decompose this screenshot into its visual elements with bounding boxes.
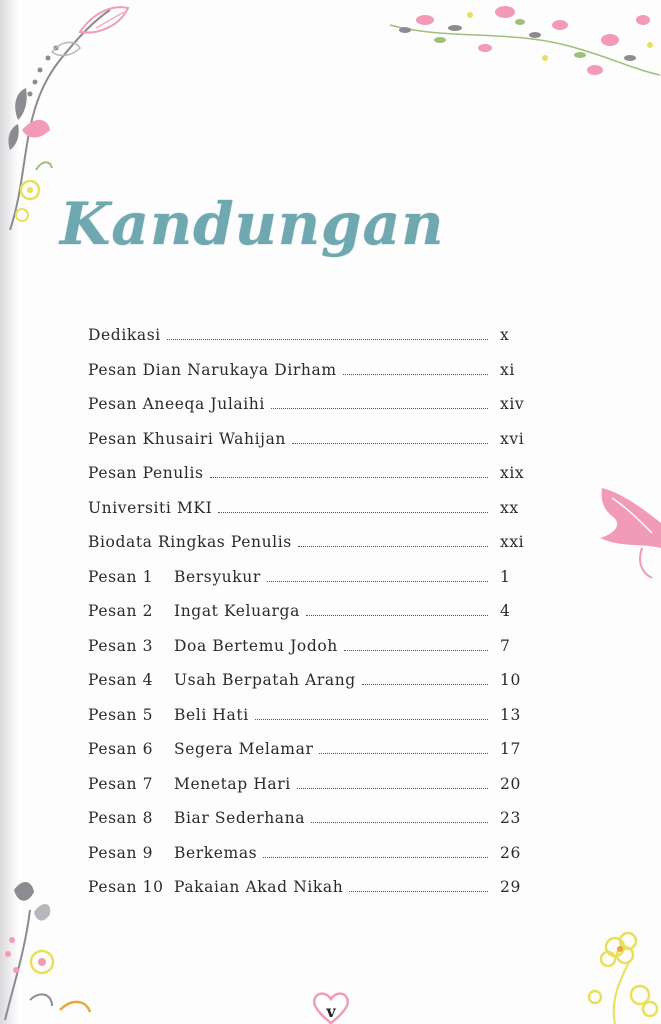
toc-page-number: xx <box>500 498 519 517</box>
toc-page-number: 23 <box>500 809 521 827</box>
toc-entry-title: Menetap Hari <box>174 774 291 793</box>
toc-chapter-label: Pesan 8 <box>88 809 154 827</box>
toc-row-chapter <box>88 844 538 879</box>
dot-leader <box>292 443 488 444</box>
dot-leader <box>298 546 488 547</box>
toc-row-chapter <box>88 671 538 706</box>
toc-row-chapter <box>88 809 538 844</box>
floral-decoration-top-right <box>385 0 661 90</box>
toc-page-number: 26 <box>500 843 521 862</box>
toc-entry-title: Pesan Dian Narukaya Dirham <box>88 360 337 379</box>
toc-row-chapter <box>88 602 538 637</box>
dot-leader <box>311 822 488 823</box>
dot-leader <box>271 408 488 409</box>
toc-page-number: xiv <box>500 395 525 413</box>
toc-page-number: 20 <box>500 774 521 793</box>
toc-page-number: 10 <box>500 671 521 689</box>
toc-row-front-matter <box>88 464 538 499</box>
toc-chapter-label: Pesan 4 <box>88 671 154 689</box>
toc-row-chapter <box>88 568 538 603</box>
toc-entry-title: Berkemas <box>174 843 258 862</box>
toc-chapter-label: Pesan 7 <box>88 774 154 793</box>
toc-page-number: xi <box>500 360 515 379</box>
toc-row-front-matter <box>88 361 538 396</box>
toc-row-chapter <box>88 637 538 672</box>
toc-chapter-label: Pesan 6 <box>88 740 154 758</box>
toc-entry-title: Universiti MKI <box>88 498 213 517</box>
toc-entry-title: Biar Sederhana <box>174 809 306 827</box>
toc-page-number: x <box>500 326 510 344</box>
toc-row-front-matter <box>88 533 538 568</box>
toc-chapter-label: Pesan 10 <box>88 878 164 896</box>
table-of-contents <box>88 326 538 913</box>
dot-leader <box>267 581 488 582</box>
page-folio <box>311 990 351 1024</box>
dot-leader <box>210 477 488 478</box>
toc-entry-title: Usah Berpatah Arang <box>174 671 356 689</box>
floral-decoration-right <box>592 478 661 583</box>
toc-row-chapter <box>88 740 538 775</box>
toc-page-number: 4 <box>500 602 511 620</box>
toc-page-number: xxi <box>500 533 525 551</box>
toc-chapter-label: Pesan 2 <box>88 602 154 620</box>
toc-entry-title: Dedikasi <box>88 326 161 344</box>
toc-entry-title: Bersyukur <box>174 567 261 586</box>
toc-entry-title: Pesan Penulis <box>88 464 204 482</box>
toc-row-chapter <box>88 878 538 913</box>
toc-page-number: 17 <box>500 740 521 758</box>
toc-page-number: xvi <box>500 429 525 448</box>
toc-entry-title: Pesan Aneeqa Julaihi <box>88 395 265 413</box>
toc-entry-title: Ingat Keluarga <box>174 602 300 620</box>
toc-page-number: 29 <box>500 878 521 896</box>
page-title: Kandungan <box>60 190 445 258</box>
toc-entry-title: Pakaian Akad Nikah <box>174 878 344 896</box>
toc-entry-title: Beli Hati <box>174 705 249 724</box>
toc-page-number: 7 <box>500 636 511 655</box>
dot-leader <box>297 788 488 789</box>
toc-page-number: 1 <box>500 567 511 586</box>
dot-leader <box>319 753 488 754</box>
dot-leader <box>343 374 488 375</box>
dot-leader <box>263 857 488 858</box>
toc-entry-title: Doa Bertemu Jodoh <box>174 636 338 655</box>
toc-entry-title: Segera Melamar <box>174 740 314 758</box>
toc-chapter-label: Pesan 9 <box>88 843 154 862</box>
dot-leader <box>218 512 488 513</box>
dot-leader <box>255 719 488 720</box>
dot-leader <box>349 891 488 892</box>
page-number: v <box>326 1002 336 1021</box>
toc-row-front-matter <box>88 430 538 465</box>
toc-row-chapter <box>88 775 538 810</box>
toc-row-front-matter <box>88 395 538 430</box>
dot-leader <box>344 650 488 651</box>
dot-leader <box>167 339 488 340</box>
dot-leader <box>306 615 488 616</box>
floral-decoration-bottom-right <box>570 925 661 1024</box>
toc-row-front-matter <box>88 499 538 534</box>
toc-entry-title: Biodata Ringkas Penulis <box>88 533 292 551</box>
toc-chapter-label: Pesan 1 <box>88 567 154 586</box>
toc-entry-title: Pesan Khusairi Wahijan <box>88 429 286 448</box>
toc-page-number: xix <box>500 464 525 482</box>
dot-leader <box>362 684 488 685</box>
toc-row-front-matter <box>88 326 538 361</box>
toc-row-chapter <box>88 706 538 741</box>
toc-chapter-label: Pesan 5 <box>88 705 154 724</box>
toc-chapter-label: Pesan 3 <box>88 636 154 655</box>
toc-page-number: 13 <box>500 705 521 724</box>
